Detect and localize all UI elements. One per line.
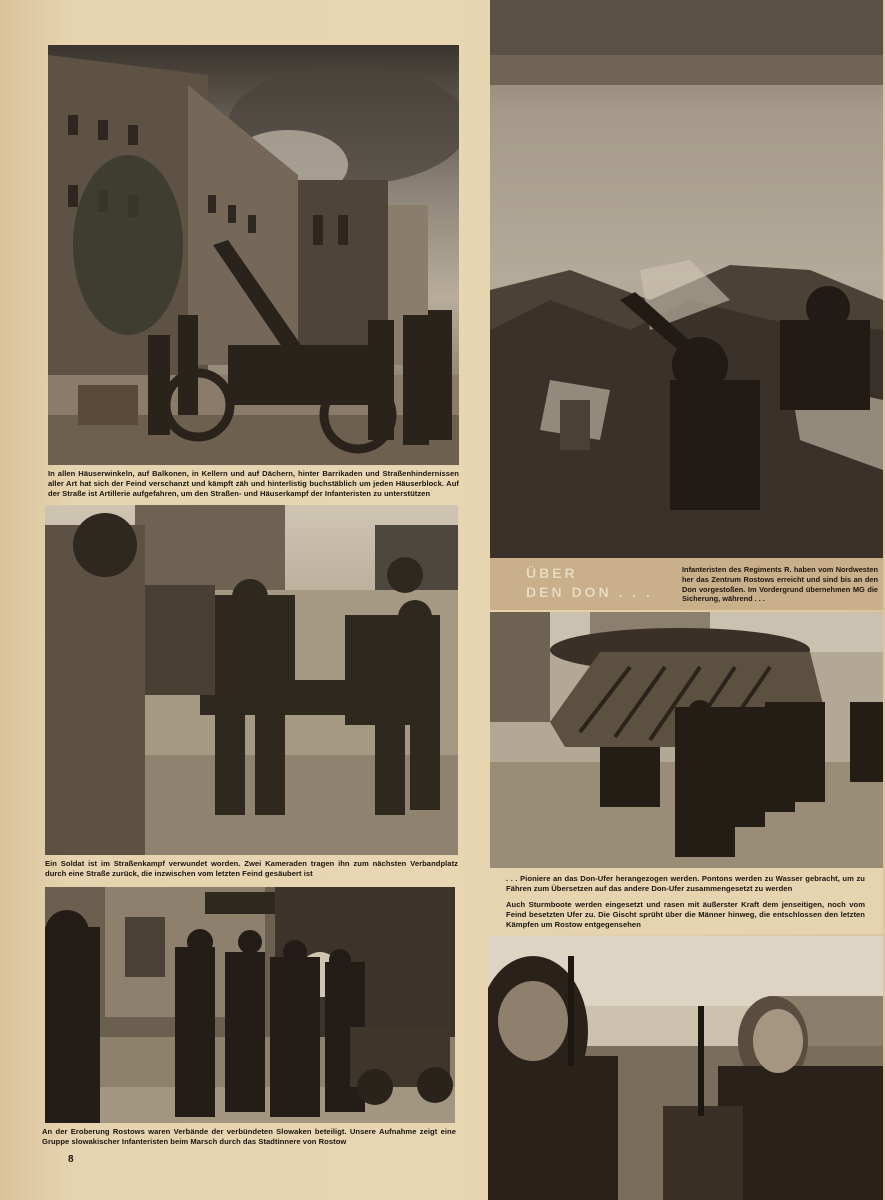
photo-slovak-infantry bbox=[45, 887, 455, 1123]
caption-slovaks: An der Eroberung Rostows waren Verbände der verbündeten Slowaken beteiligt. Unsere Aufnahme zeigt eine Gruppe slowakischer Infanteristen beim Marsch durch das Stadtinnere von Rostow bbox=[42, 1127, 456, 1146]
photo-soldiers-closeup bbox=[488, 936, 883, 1200]
caption-don-bank: Infanteristen des Regiments R. haben vom Nordwesten her das Zentrum Rostows erreicht und sind bis an den Don vorgestoßen. Im Vordergrund übernehmen MG die Sicherung, während . . . bbox=[682, 565, 878, 604]
title-line-2: DEN DON . . . bbox=[526, 584, 653, 600]
section-title bbox=[526, 564, 653, 602]
caption-pioneers: . . . Pioniere an das Don-Ufer herangezogen werden. Pontons werden zu Wasser gebracht, um zu Fähren zum Übersetzen auf das andere Don-Ufer zusammengesetzt zu werden bbox=[506, 874, 865, 893]
photo-artillery-street bbox=[48, 45, 459, 465]
photo-wounded-soldier bbox=[45, 505, 458, 855]
caption-assault-boats: Auch Sturmboote werden eingesetzt und rasen mit äußerster Kraft dem jenseitigen, noch vom Feind besetzten Ufer zu. Die Gischt sprüht über die Männer hinweg, die entschlossen den letzten Kämpfen um Rostow entgegensehen bbox=[506, 900, 865, 929]
photo-pontoon bbox=[490, 612, 883, 868]
caption-artillery: In allen Häuserwinkeln, auf Balkonen, in Kellern und auf Dächern, hinter Barrikaden und Straßenhindernissen aller Art hat sich der Feind verschanzt und kämpft zäh und hinterlistig buchstäblich um jeden Häuserblock. Auf der Straße ist Artillerie aufgefahren, um den Straßen- und Häuserkampf der Infanteristen zu unterstützen bbox=[48, 469, 459, 498]
photo-mg-don-bank bbox=[490, 0, 883, 558]
title-line-1: ÜBER bbox=[526, 565, 578, 581]
page-number: 8 bbox=[68, 1154, 74, 1165]
caption-wounded: Ein Soldat ist im Straßenkampf verwundet worden. Zwei Kameraden tragen ihn zum nächsten Verbandplatz durch eine Straße zurück, die inzwischen vom letzten Feind gesäubert ist bbox=[45, 859, 458, 878]
title-band bbox=[490, 558, 883, 610]
